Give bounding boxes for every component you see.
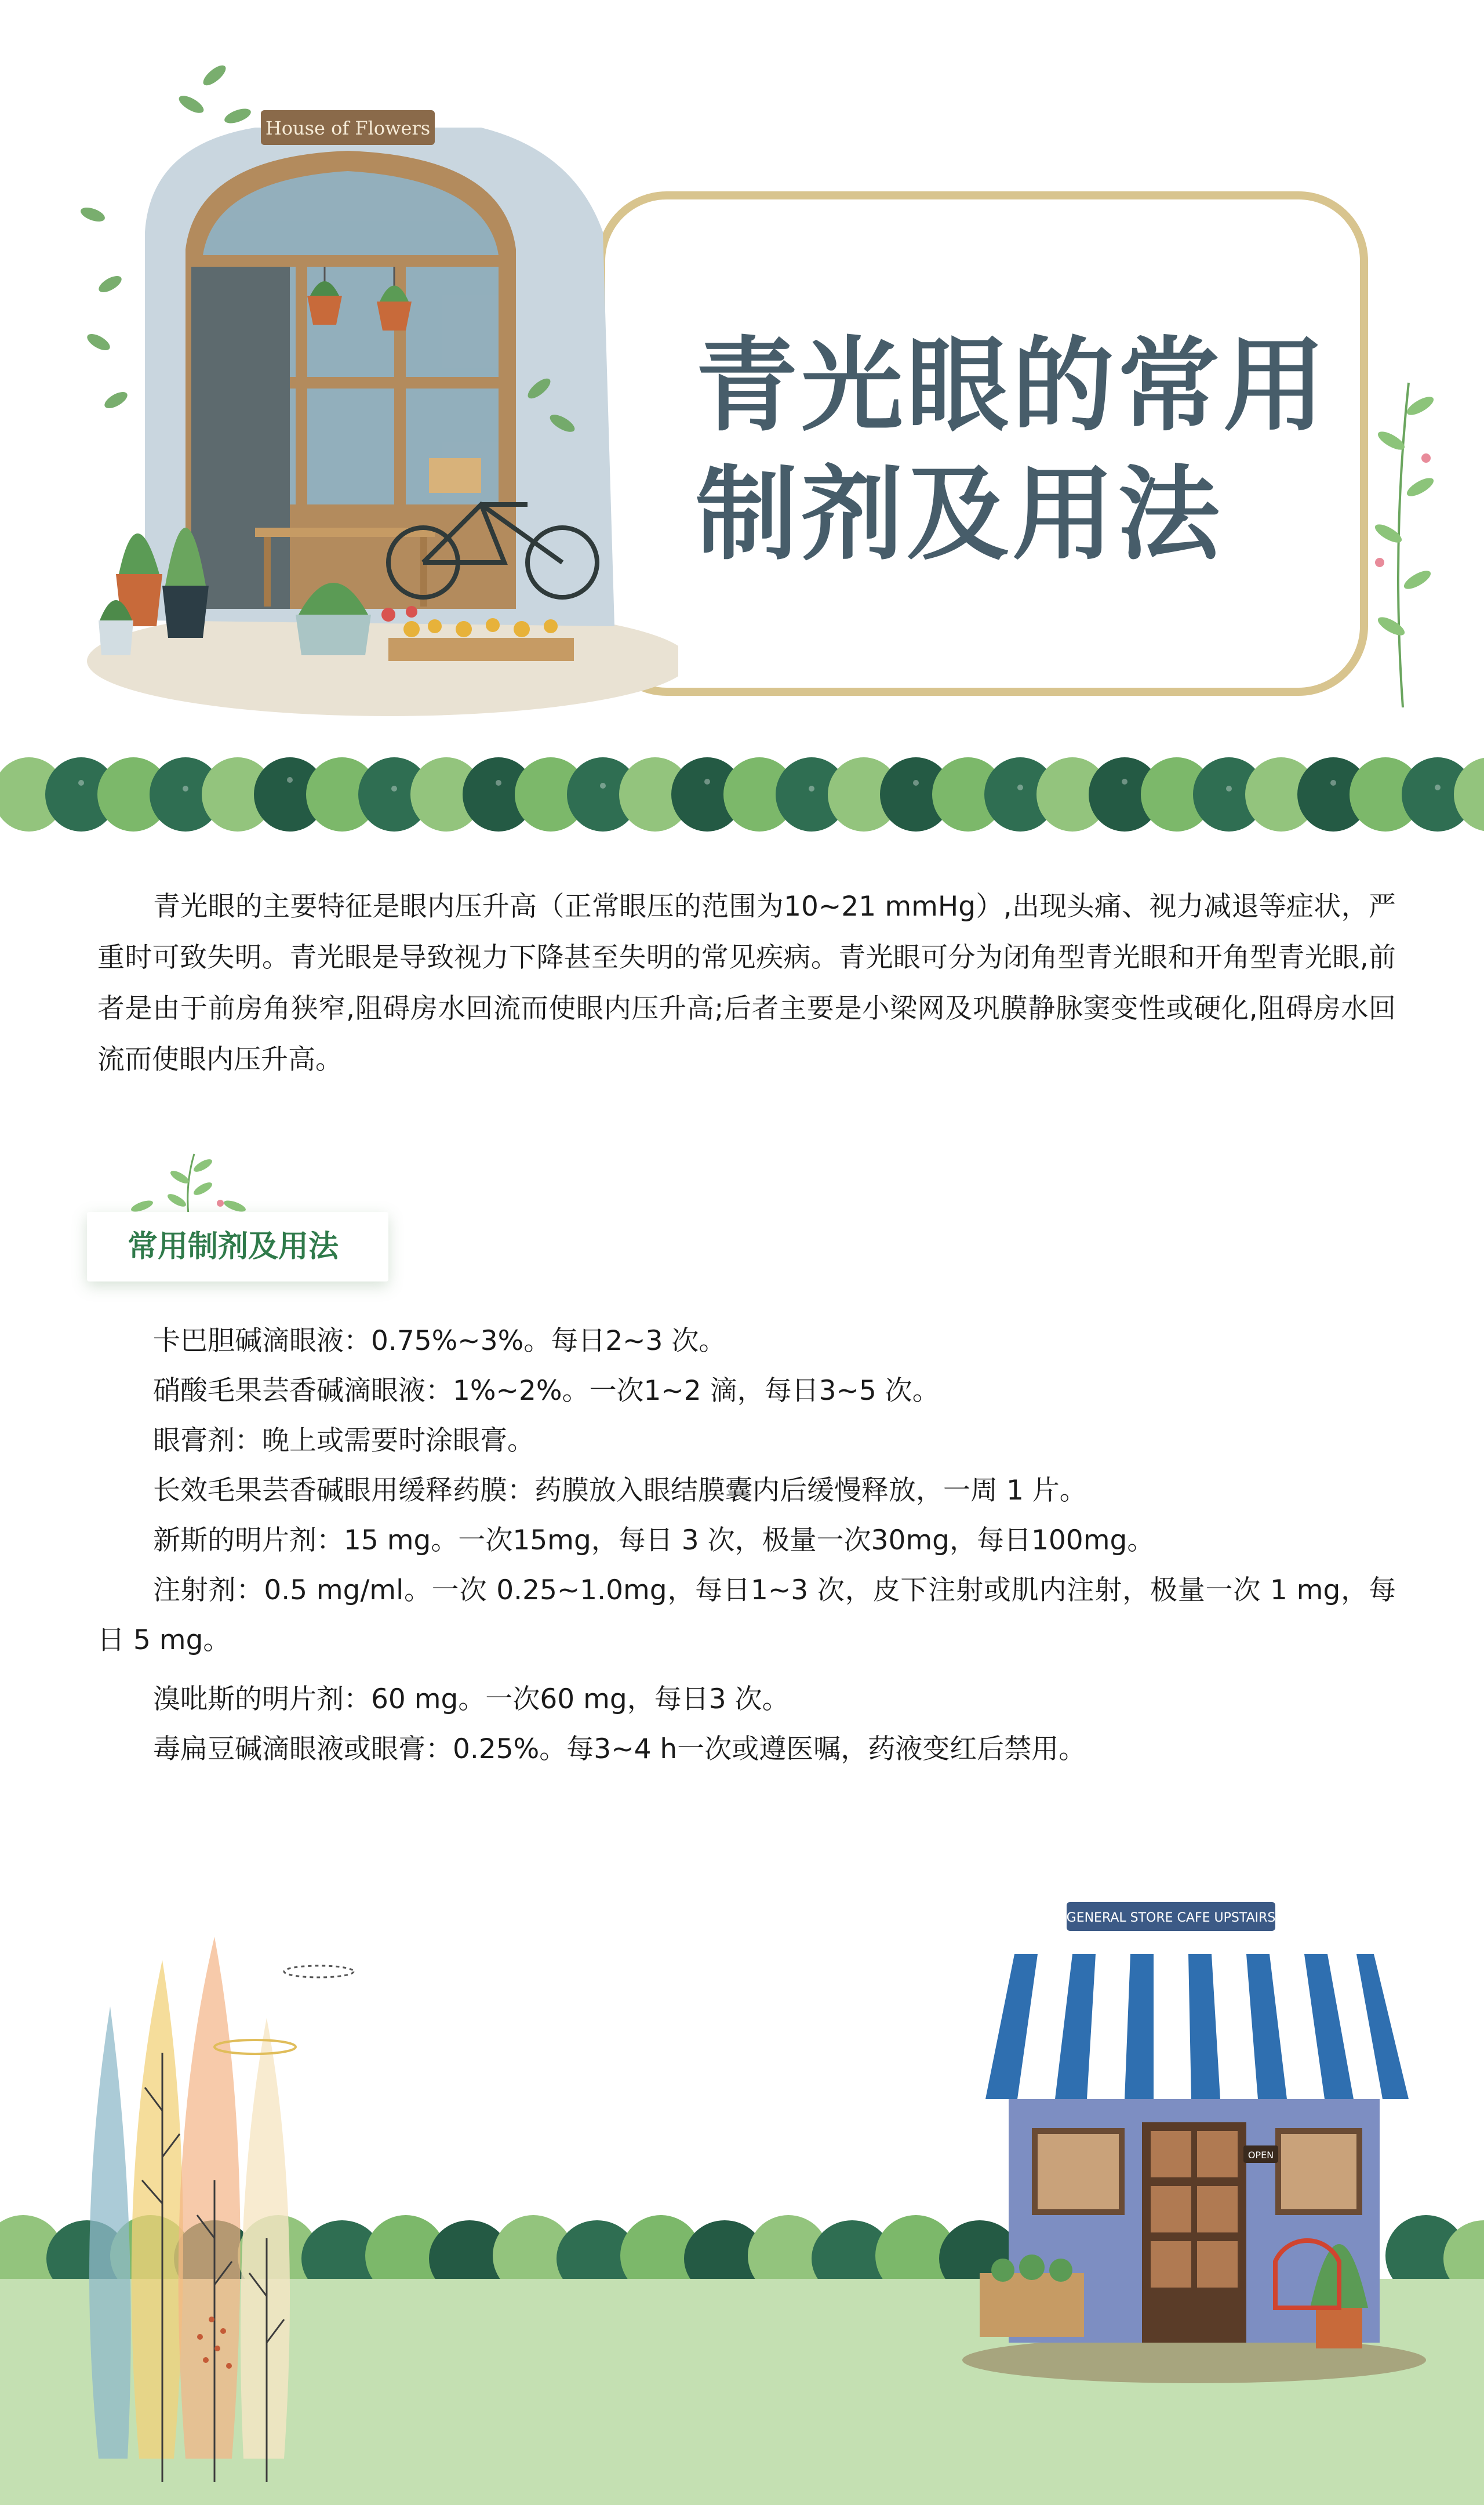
right-sprig-decoration <box>1356 371 1449 719</box>
list-item: 新斯的明片剂：15 mg。一次15mg，每日 3 次，极量一次30mg，每日100mg。 <box>153 1524 1155 1556</box>
flower-house-illustration <box>64 41 678 725</box>
open-tag-text: OPEN <box>1247 2150 1274 2161</box>
store-sign-text: GENERAL STORE CAFE UPSTAIRS <box>1066 1911 1276 1925</box>
list-item: 长效毛果芸香碱眼用缓释药膜：药膜放入眼结膜囊内后缓慢释放，一周 1 片。 <box>153 1475 1087 1506</box>
intro-paragraph: 青光眼的主要特征是眼内压升高（正常眼压的范围为10~21 mmHg）,出现头痛、视力减退等症状，严重时可致失明。青光眼是导致视力下降甚至失明的常见疾病。青光眼可分为闭角型青光眼和开角型青光眼,前者是由于前房角狭窄,阻碍房水回流而使眼内压升高;后者主要是小梁网及巩膜静脉窦变性或硬化,阻碍房水回流而使眼内压升高。 <box>97 891 1396 1076</box>
general-store-illustration <box>951 1902 1438 2389</box>
section-sprig-decoration <box>119 1148 258 1218</box>
shop-sign-text: House of Flowers <box>265 117 431 139</box>
list-item: 毒扁豆碱滴眼液或眼膏：0.25%。每3~4 h一次或遵医嘱，药液变红后禁用。 <box>153 1733 1086 1765</box>
list-item: 卡巴胆碱滴眼液：0.75%~3%。每日2~3 次。 <box>153 1325 726 1357</box>
list-item: 硝酸毛果芸香碱滴眼液：1%~2%。一次1~2 滴，每日3~5 次。 <box>153 1375 940 1407</box>
preparation-list <box>97 1316 1396 1774</box>
list-item: 注射剂：0.5 mg/ml。一次 0.25~1.0mg，每日1~3 次，皮下注射或肌内注射，极量一次 1 mg，每日 5 mg。 <box>97 1574 1396 1656</box>
list-item: 溴吡斯的明片剂：60 mg。一次60 mg，每日3 次。 <box>153 1683 790 1715</box>
page-title-line-2: 制剂及用法 <box>696 455 1224 574</box>
page-title-line-1: 青光眼的常用 <box>696 326 1329 445</box>
page-title <box>696 322 1333 579</box>
list-item: 眼膏剂：晚上或需要时涂眼膏。 <box>153 1425 534 1457</box>
feather-tree-illustration <box>75 1937 377 2482</box>
section-heading: 常用制剂及用法 <box>128 1229 339 1264</box>
bush-border <box>0 754 1484 835</box>
